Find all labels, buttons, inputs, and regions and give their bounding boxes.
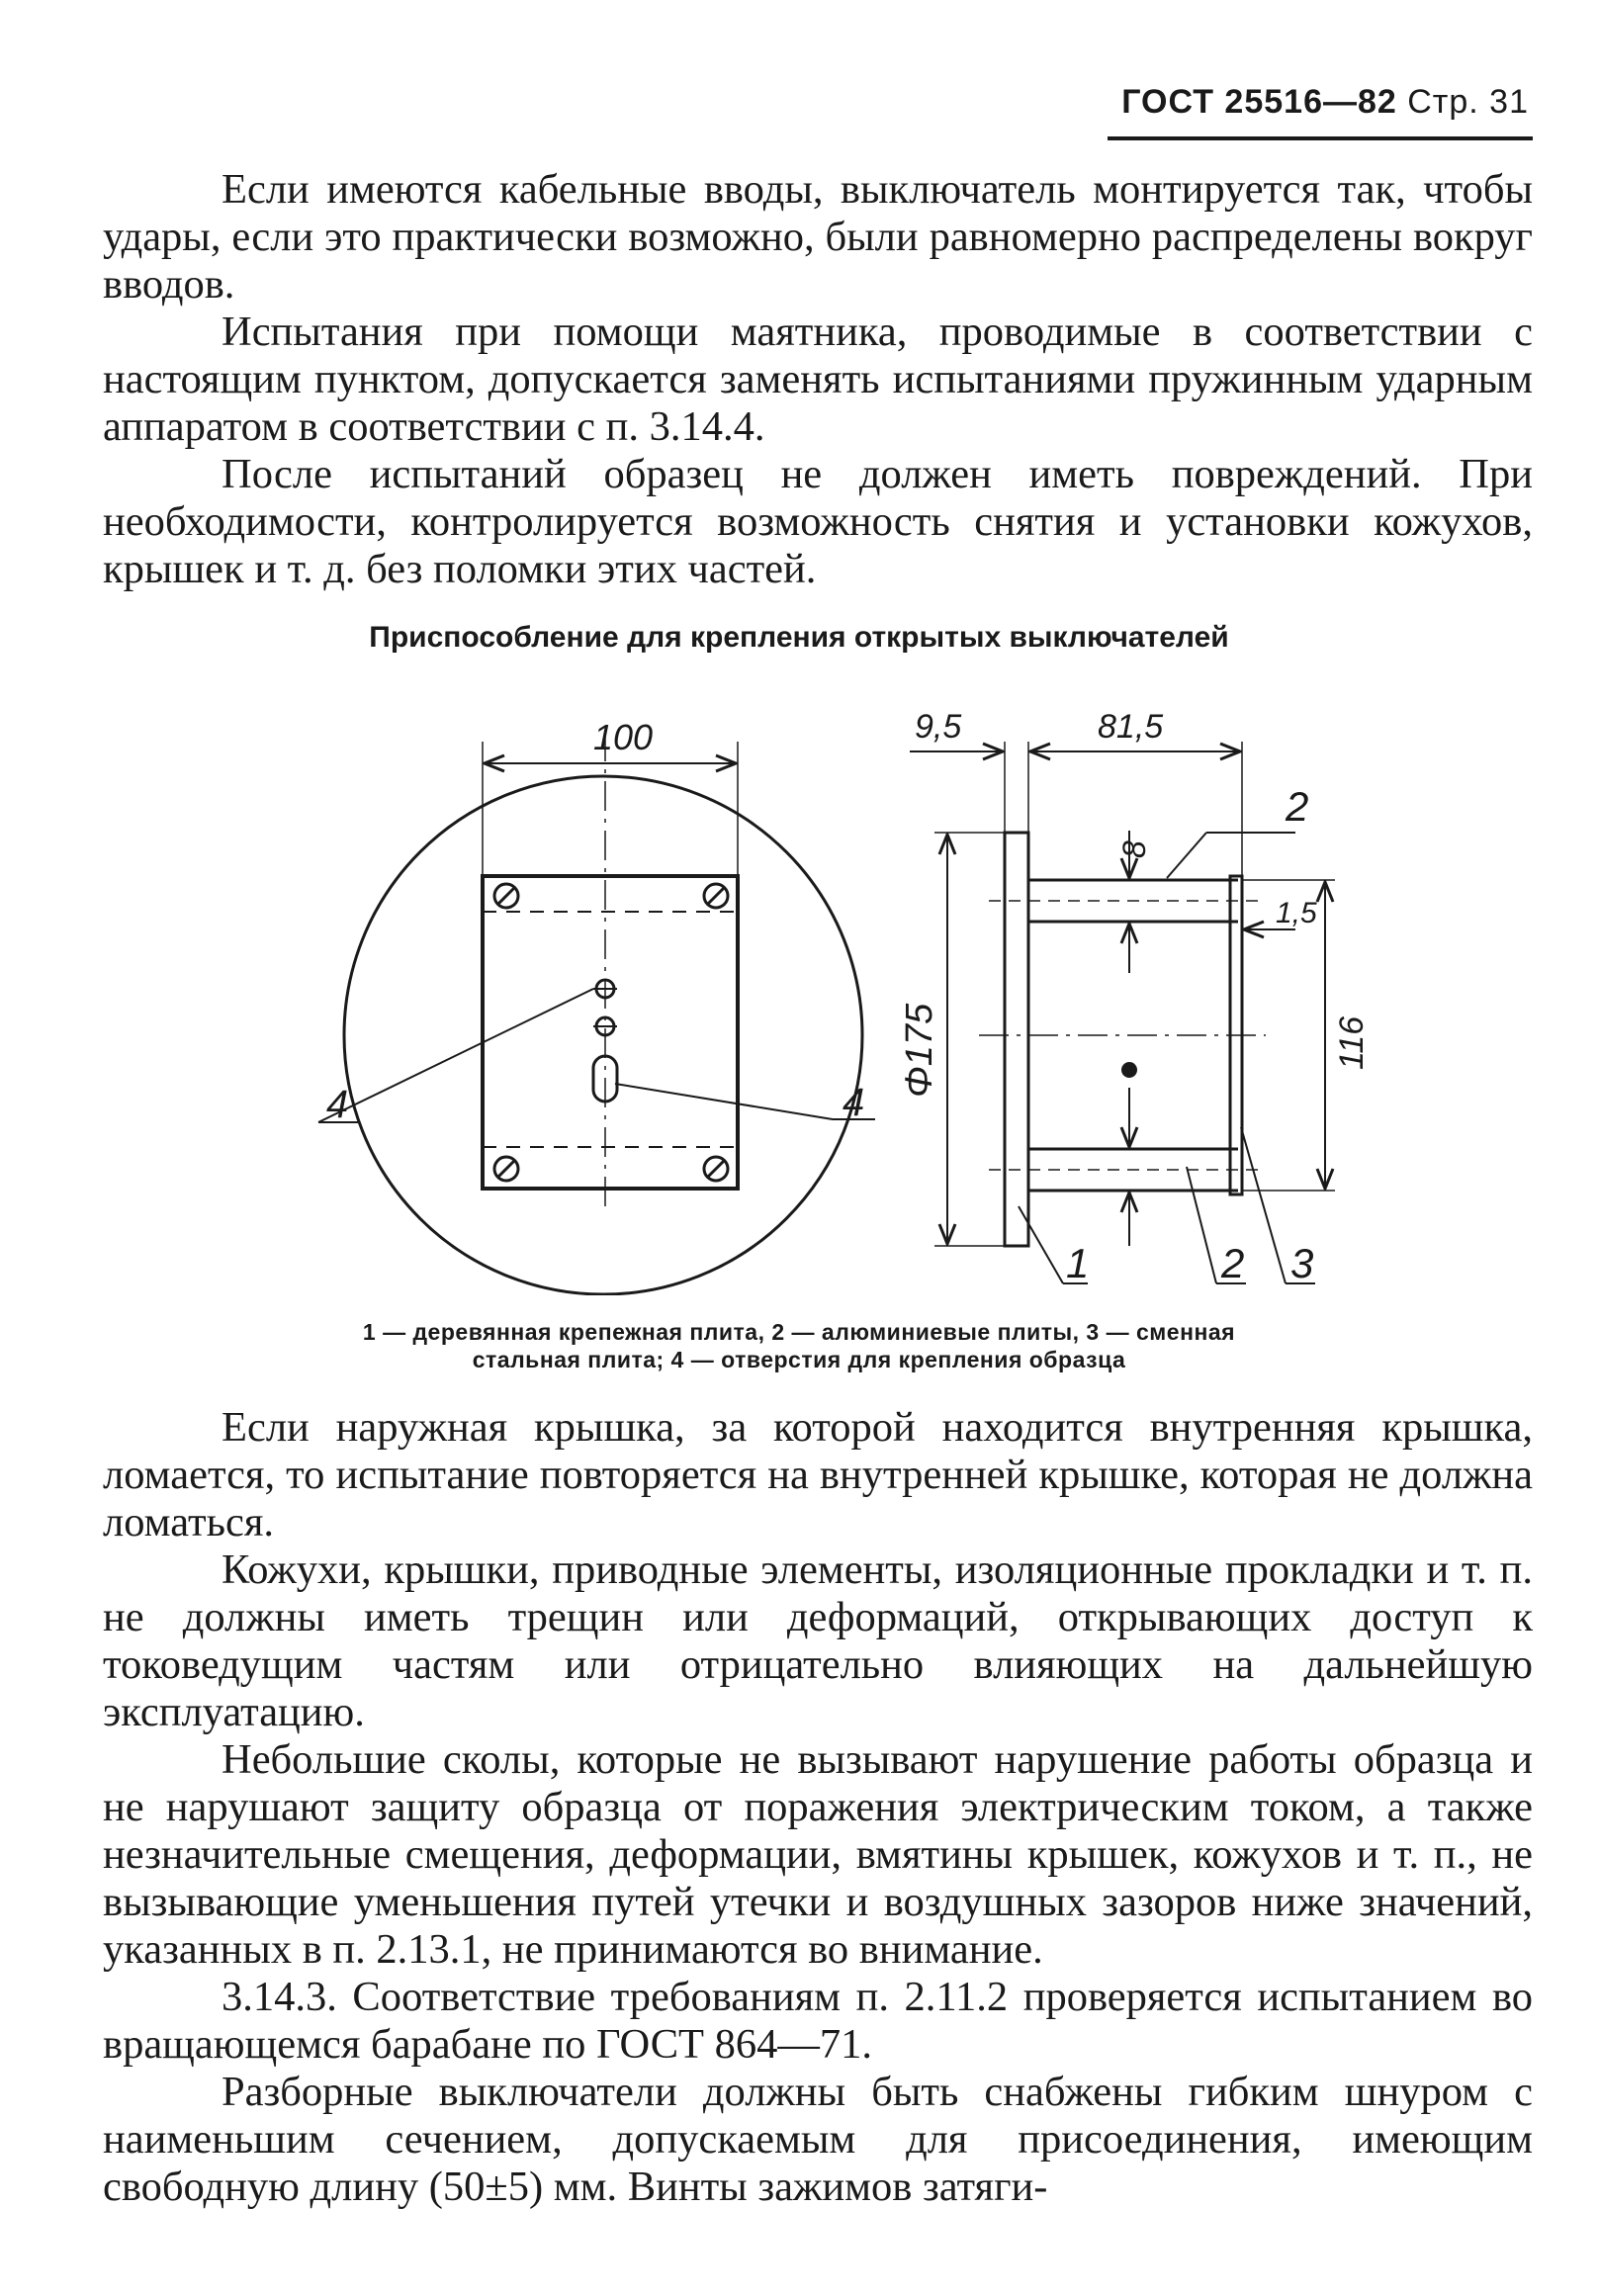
dim-width: 100 (593, 717, 654, 757)
legend-line: стальная плита; 4 — отверстия для крепления образца (472, 1347, 1126, 1372)
dim-height: 116 (1333, 1016, 1371, 1070)
paragraph: Кожухи, крышки, приводные элементы, изоляционные прокладки и т. п. не должны иметь трещин или деформаций, открывающих доступ к токоведущим частям или отрицательно влияющих на дальнейшую эксплуатацию. (103, 1546, 1533, 1735)
figure-title: Приспособление для крепления открытых выключателей (369, 621, 1229, 654)
paragraph: После испытаний образец не должен иметь повреждений. При необходимости, контролируется возможность снятия и установки кожухов, крышек и т. д. без поломки этих частей. (103, 451, 1533, 592)
top-text (103, 166, 1533, 593)
paragraph: Испытания при помощи маятника, проводимые в соответствии с настоящим пунктом, допускается заменять испытаниями пружинным ударным аппаратом в соответствии с п. 3.14.4. (103, 309, 1533, 450)
legend-line: 1 — деревянная крепежная плита, 2 — алюминиевые плиты, 3 — сменная (362, 1319, 1236, 1345)
header-rule (1108, 136, 1533, 140)
fixture-drawing (297, 692, 1404, 1295)
callout-3: 3 (1290, 1240, 1314, 1286)
paragraph: Разборные выключатели должны быть снабжены гибким шнуром с наименьшим сечением, допускаемым для присоединения, имеющим свободную длину (50±5) мм. Винты зажимов затяги- (103, 2069, 1533, 2210)
dim-gap: 1,5 (1276, 897, 1317, 929)
standard-number: ГОСТ 25516—82 (1121, 83, 1397, 121)
callout-2-bottom: 2 (1221, 1240, 1245, 1286)
callout-4-right: 4 (843, 1081, 865, 1124)
paragraph: 3.14.3. Соответствие требованиям п. 2.11.2 проверяется испытанием во вращающемся барабане по ГОСТ 864—71. (103, 1974, 1533, 2068)
dim-diameter: Φ175 (899, 1003, 940, 1098)
dim-offset: 9,5 (915, 708, 962, 746)
paragraph: Если имеются кабельные вводы, выключатель монтируется так, чтобы удары, если это практически возможно, были равномерно распределены вокруг вводов. (103, 166, 1533, 308)
paragraph: Небольшие сколы, которые не вызывают нарушение работы образца и не нарушают защиту образца от поражения электрическим током, а также незначительные смещения, деформации, вмятины крышек, кожухов и т. п., не вызывающие уменьшения путей утечки и воздушных зазоров ниже значений, указанных в п. 2.13.1, не принимаются во внимание. (103, 1736, 1533, 1973)
page-header (1121, 83, 1529, 122)
callout-1: 1 (1066, 1240, 1090, 1286)
dim-thickness: 8 (1116, 840, 1152, 858)
dim-depth: 81,5 (1098, 708, 1164, 746)
callout-4-left: 4 (326, 1083, 349, 1126)
bottom-text (103, 1404, 1533, 2211)
page-number: Стр. 31 (1407, 83, 1529, 121)
paragraph: Если наружная крышка, за которой находится внутренняя крышка, ломается, то испытание повторяется на внутренней крышке, которая не должна ломаться. (103, 1404, 1533, 1545)
figure-legend (0, 1318, 1598, 1373)
callout-2-top: 2 (1286, 783, 1309, 830)
wooden-plate-side (1005, 833, 1028, 1246)
